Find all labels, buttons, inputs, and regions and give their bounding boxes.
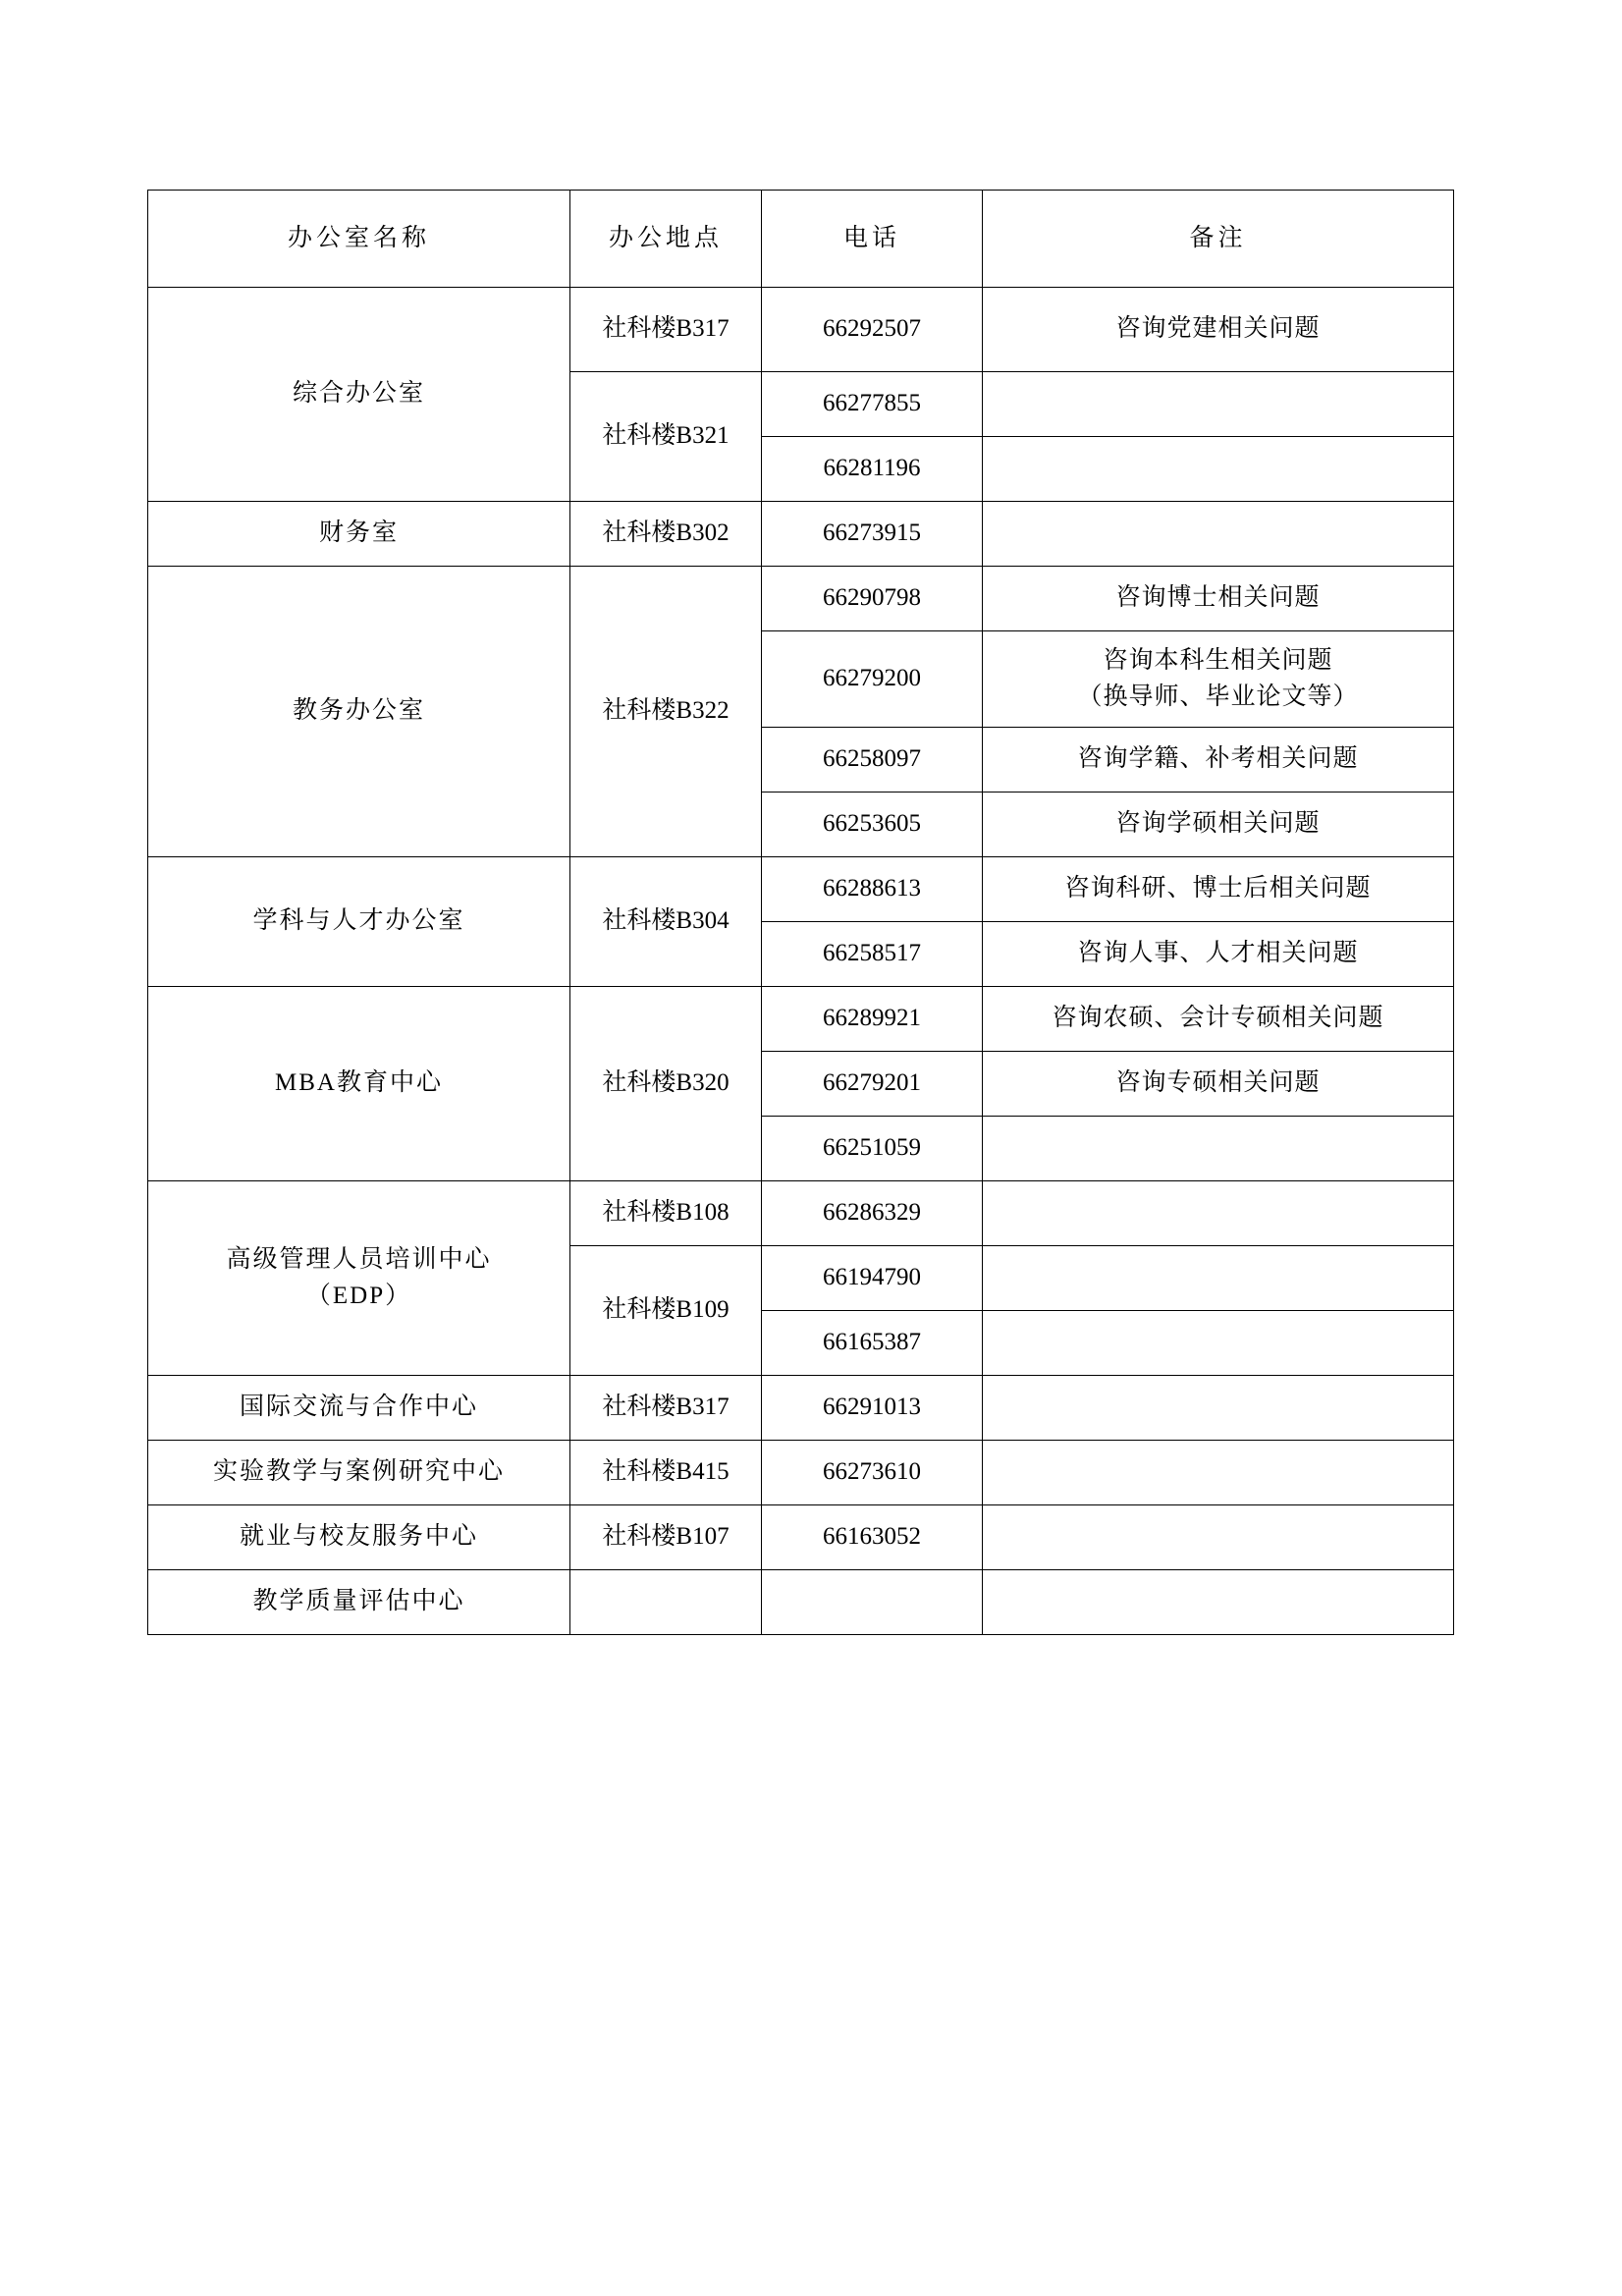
cell-phone: 66194790 [762, 1246, 983, 1311]
cell-remark [983, 1505, 1454, 1570]
table-row [148, 1441, 1454, 1505]
cell-phone: 66290798 [762, 567, 983, 631]
header-phone: 电话 [762, 191, 983, 288]
cell-office-name [148, 1181, 570, 1376]
cell-phone [762, 1570, 983, 1635]
cell-remark: 咨询学籍、补考相关问题 [983, 728, 1454, 793]
cell-phone: 66253605 [762, 793, 983, 857]
cell-remark [983, 372, 1454, 437]
cell-office-name: 就业与校友服务中心 [148, 1505, 570, 1570]
cell-remark-line1: 咨询本科生相关问题 [1103, 647, 1333, 675]
cell-office-name-line2: （EDP） [305, 1282, 412, 1309]
cell-remark [983, 1441, 1454, 1505]
cell-phone: 66251059 [762, 1117, 983, 1181]
cell-remark: 咨询博士相关问题 [983, 567, 1454, 631]
cell-remark: 咨询专硕相关问题 [983, 1052, 1454, 1117]
cell-phone: 66286329 [762, 1181, 983, 1246]
cell-remark-line2: （换导师、毕业论文等） [1077, 683, 1359, 710]
cell-office-place: 社科楼B415 [570, 1441, 762, 1505]
cell-remark [983, 1570, 1454, 1635]
cell-office-name: 教务办公室 [148, 567, 570, 857]
cell-office-place: 社科楼B302 [570, 502, 762, 567]
cell-remark: 咨询科研、博士后相关问题 [983, 857, 1454, 922]
cell-phone: 66279201 [762, 1052, 983, 1117]
table-row [148, 502, 1454, 567]
cell-phone: 66292507 [762, 288, 983, 372]
cell-remark [983, 1376, 1454, 1441]
cell-phone: 66289921 [762, 987, 983, 1052]
cell-office-place: 社科楼B304 [570, 857, 762, 987]
cell-remark [983, 1117, 1454, 1181]
cell-remark: 咨询学硕相关问题 [983, 793, 1454, 857]
table-row [148, 857, 1454, 922]
cell-office-place: 社科楼B317 [570, 1376, 762, 1441]
cell-office-place: 社科楼B322 [570, 567, 762, 857]
cell-office-place: 社科楼B107 [570, 1505, 762, 1570]
table-row [148, 1376, 1454, 1441]
cell-remark [983, 1181, 1454, 1246]
table-row [148, 1570, 1454, 1635]
cell-phone: 66288613 [762, 857, 983, 922]
cell-office-name: 教学质量评估中心 [148, 1570, 570, 1635]
cell-phone: 66279200 [762, 631, 983, 728]
cell-office-name: 财务室 [148, 502, 570, 567]
cell-phone: 66291013 [762, 1376, 983, 1441]
cell-phone: 66273915 [762, 502, 983, 567]
cell-phone: 66165387 [762, 1311, 983, 1376]
table-row [148, 288, 1454, 372]
cell-phone: 66258517 [762, 922, 983, 987]
cell-office-place: 社科楼B320 [570, 987, 762, 1181]
cell-office-name: 国际交流与合作中心 [148, 1376, 570, 1441]
header-remark: 备注 [983, 191, 1454, 288]
cell-remark: 咨询党建相关问题 [983, 288, 1454, 372]
cell-remark: 咨询农硕、会计专硕相关问题 [983, 987, 1454, 1052]
cell-phone: 66163052 [762, 1505, 983, 1570]
cell-office-name: 学科与人才办公室 [148, 857, 570, 987]
cell-office-place: 社科楼B109 [570, 1246, 762, 1376]
cell-office-place: 社科楼B108 [570, 1181, 762, 1246]
table-row [148, 987, 1454, 1052]
header-office-name: 办公室名称 [148, 191, 570, 288]
table-header-row [148, 191, 1454, 288]
cell-office-name: 综合办公室 [148, 288, 570, 502]
cell-remark [983, 437, 1454, 502]
cell-phone: 66258097 [762, 728, 983, 793]
cell-office-name: 实验教学与案例研究中心 [148, 1441, 570, 1505]
table-row [148, 1505, 1454, 1570]
cell-office-place: 社科楼B321 [570, 372, 762, 502]
cell-phone: 66273610 [762, 1441, 983, 1505]
cell-remark: 咨询人事、人才相关问题 [983, 922, 1454, 987]
cell-office-name: MBA教育中心 [148, 987, 570, 1181]
cell-remark [983, 1246, 1454, 1311]
office-contact-table [147, 190, 1454, 1635]
cell-remark [983, 631, 1454, 728]
cell-remark [983, 502, 1454, 567]
table-row [148, 1181, 1454, 1246]
cell-remark [983, 1311, 1454, 1376]
cell-phone: 66277855 [762, 372, 983, 437]
cell-phone: 66281196 [762, 437, 983, 502]
cell-office-place: 社科楼B317 [570, 288, 762, 372]
table-row [148, 567, 1454, 631]
header-office-place: 办公地点 [570, 191, 762, 288]
cell-office-name-line1: 高级管理人员培训中心 [226, 1246, 492, 1274]
cell-office-place [570, 1570, 762, 1635]
